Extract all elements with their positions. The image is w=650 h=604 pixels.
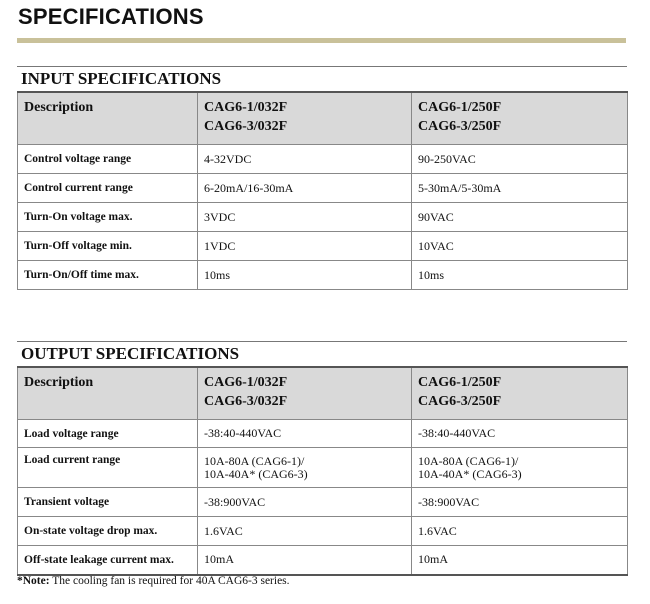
cell-value: 1VDC — [198, 232, 412, 261]
cell-value: -38:40-440VAC — [198, 420, 412, 448]
table-row — [18, 488, 628, 517]
cell-value: -38:40-440VAC — [412, 420, 628, 448]
cell-value: 3VDC — [198, 203, 412, 232]
cell-value: 10ms — [198, 261, 412, 290]
header-description-label: Description — [24, 100, 94, 115]
cell-value: 10ms — [412, 261, 628, 290]
header-model-line: CAG6-3/250F — [418, 119, 502, 134]
output-specifications-section — [17, 341, 627, 576]
cell-value: 10VAC — [412, 232, 628, 261]
cell-value: 1.6VAC — [412, 517, 628, 546]
header-model-line: CAG6-3/250F — [418, 394, 502, 409]
cell-value-line: 10A-40A* (CAG6-3) — [418, 466, 522, 481]
cell-value: 10mA — [412, 546, 628, 575]
footnote — [17, 575, 290, 587]
table-row — [18, 174, 628, 203]
table-row — [18, 145, 628, 174]
header-model-250f — [412, 92, 628, 145]
cell-value: 90VAC — [412, 203, 628, 232]
input-specifications-section — [17, 66, 627, 290]
row-label: Turn-On voltage max. — [18, 203, 198, 232]
page-title: SPECIFICATIONS — [18, 4, 204, 29]
cell-value-line: 10A-40A* (CAG6-3) — [204, 466, 308, 481]
footnote-text: The cooling fan is required for 40A CAG6-3 series. — [49, 575, 290, 587]
row-label: Load voltage range — [18, 420, 198, 448]
cell-value — [198, 448, 412, 488]
table-row — [18, 203, 628, 232]
cell-value — [412, 448, 628, 488]
section-title-output: OUTPUT SPECIFICATIONS — [17, 341, 627, 366]
row-label: Turn-Off voltage min. — [18, 232, 198, 261]
table-row — [18, 261, 628, 290]
table-row — [18, 420, 628, 448]
header-model-032f — [198, 92, 412, 145]
header-description — [18, 92, 198, 145]
cell-value-line: 10A-80A (CAG6-1)/ — [418, 453, 519, 468]
row-label: Control current range — [18, 174, 198, 203]
footnote-prefix: *Note: — [17, 575, 50, 587]
input-spec-table — [17, 91, 628, 290]
title-rule — [17, 38, 626, 43]
row-label: Load current range — [18, 448, 198, 488]
header-description — [18, 367, 198, 420]
table-header-row — [18, 92, 628, 145]
row-label: Control voltage range — [18, 145, 198, 174]
cell-value: 5-30mA/5-30mA — [412, 174, 628, 203]
table-row — [18, 517, 628, 546]
header-description-label: Description — [24, 375, 94, 390]
section-title-input: INPUT SPECIFICATIONS — [17, 66, 627, 91]
row-label: Transient voltage — [18, 488, 198, 517]
header-model-line: CAG6-1/032F — [204, 100, 288, 115]
cell-value: 10mA — [198, 546, 412, 575]
header-model-032f — [198, 367, 412, 420]
cell-value: -38:900VAC — [412, 488, 628, 517]
row-label: Turn-On/Off time max. — [18, 261, 198, 290]
table-header-row — [18, 367, 628, 420]
header-model-line: CAG6-3/032F — [204, 394, 288, 409]
table-row — [18, 546, 628, 575]
header-model-line: CAG6-1/250F — [418, 375, 502, 390]
table-row — [18, 232, 628, 261]
header-model-line: CAG6-3/032F — [204, 119, 288, 134]
header-model-line: CAG6-1/250F — [418, 100, 502, 115]
table-row — [18, 448, 628, 488]
cell-value-line: 10A-80A (CAG6-1)/ — [204, 453, 305, 468]
cell-value: 4-32VDC — [198, 145, 412, 174]
row-label: On-state voltage drop max. — [18, 517, 198, 546]
header-model-250f — [412, 367, 628, 420]
cell-value: 6-20mA/16-30mA — [198, 174, 412, 203]
row-label: Off-state leakage current max. — [18, 546, 198, 575]
cell-value: 1.6VAC — [198, 517, 412, 546]
header-model-line: CAG6-1/032F — [204, 375, 288, 390]
cell-value: 90-250VAC — [412, 145, 628, 174]
output-spec-table — [17, 366, 628, 576]
cell-value: -38:900VAC — [198, 488, 412, 517]
